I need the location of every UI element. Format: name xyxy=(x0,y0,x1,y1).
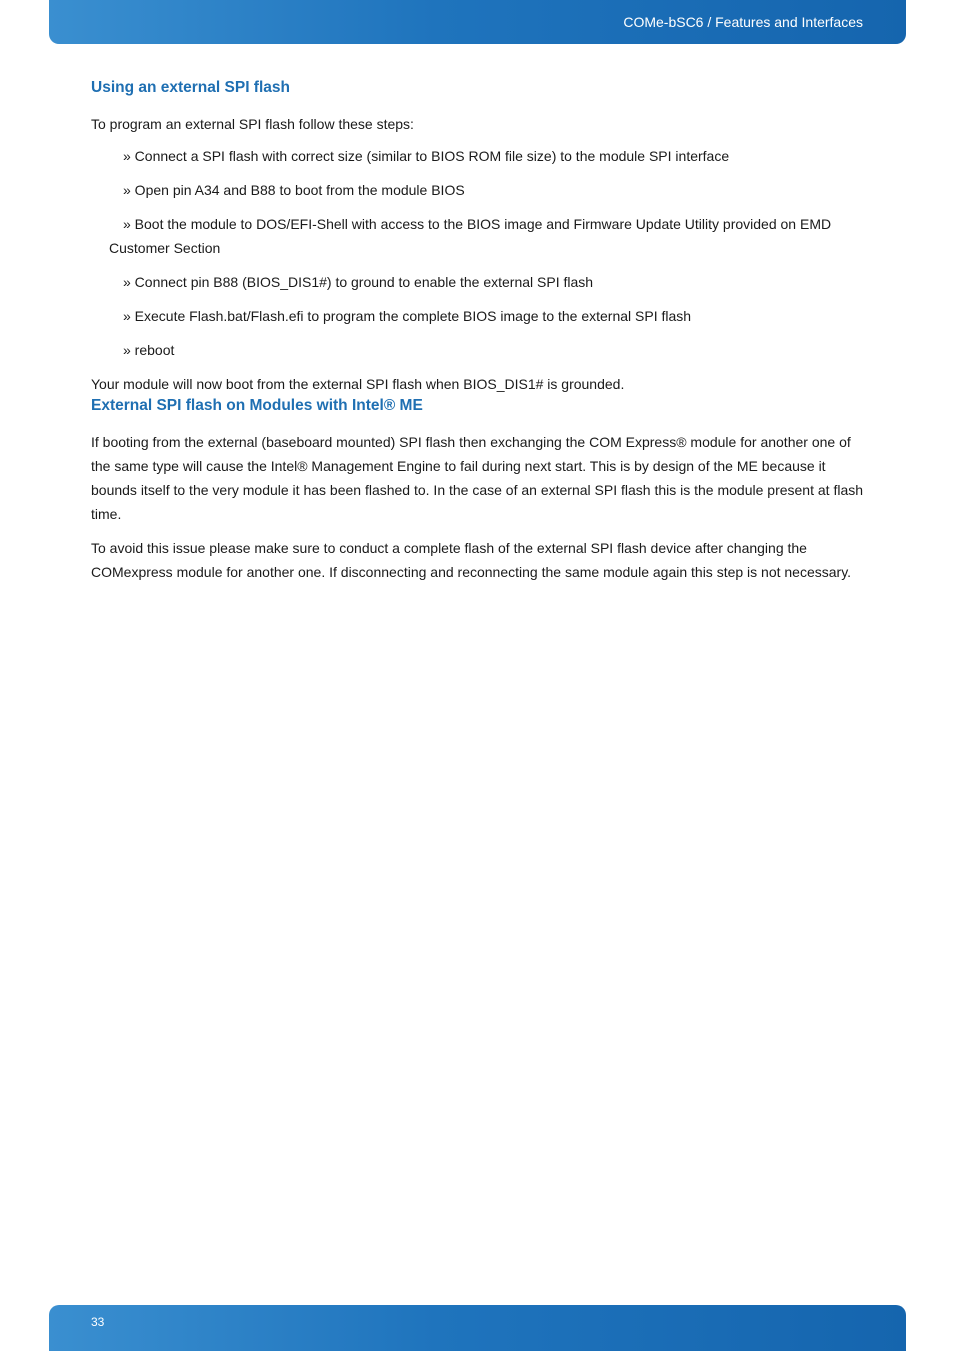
step-item: » reboot xyxy=(123,342,175,358)
running-header-title: COMe-bSC6 / Features and Interfaces xyxy=(623,14,863,30)
step-item: » Execute Flash.bat/Flash.efi to program the complete BIOS image to the external SPI flash xyxy=(123,308,692,324)
section-outro: Your module will now boot from the external SPI flash when BIOS_DIS1# is grounded. xyxy=(91,376,625,392)
step-item: » Boot the module to DOS/EFI-Shell with access to the BIOS image and Firmware Update Utility provided on EMD Customer Section xyxy=(109,216,832,256)
step-item: » Connect pin B88 (BIOS_DIS1#) to ground to enable the external SPI flash xyxy=(123,274,594,290)
step-item: » Open pin A34 and B88 to boot from the module BIOS xyxy=(123,182,465,198)
section-heading-external-spi-flash: Using an external SPI flash xyxy=(91,79,290,96)
body-paragraph: To avoid this issue please make sure to conduct a complete flash of the external SPI flash device after changing the COMexpress module for another one. If disconnecting and reconnecting the same module again this step is not necessary. xyxy=(91,540,852,580)
step-list xyxy=(91,144,866,362)
page-footer-bar xyxy=(49,1305,906,1351)
page-header-bar xyxy=(49,0,906,44)
section-heading-intel-me: External SPI flash on Modules with Intel® ME xyxy=(91,397,423,414)
page-number: 33 xyxy=(91,1315,105,1329)
body-paragraph: If booting from the external (baseboard mounted) SPI flash then exchanging the COM Express® module for another one of the same type will cause the Intel® Management Engine to fail during next start. This is by design of the ME because it bounds itself to the very module it has been flashed to. In the case of an external SPI flash this is the module present at flash time. xyxy=(91,434,864,522)
page-content xyxy=(91,78,866,584)
step-item: » Connect a SPI flash with correct size (similar to BIOS ROM file size) to the module SPI interface xyxy=(123,148,730,164)
section-intro: To program an external SPI flash follow these steps: xyxy=(91,116,414,132)
